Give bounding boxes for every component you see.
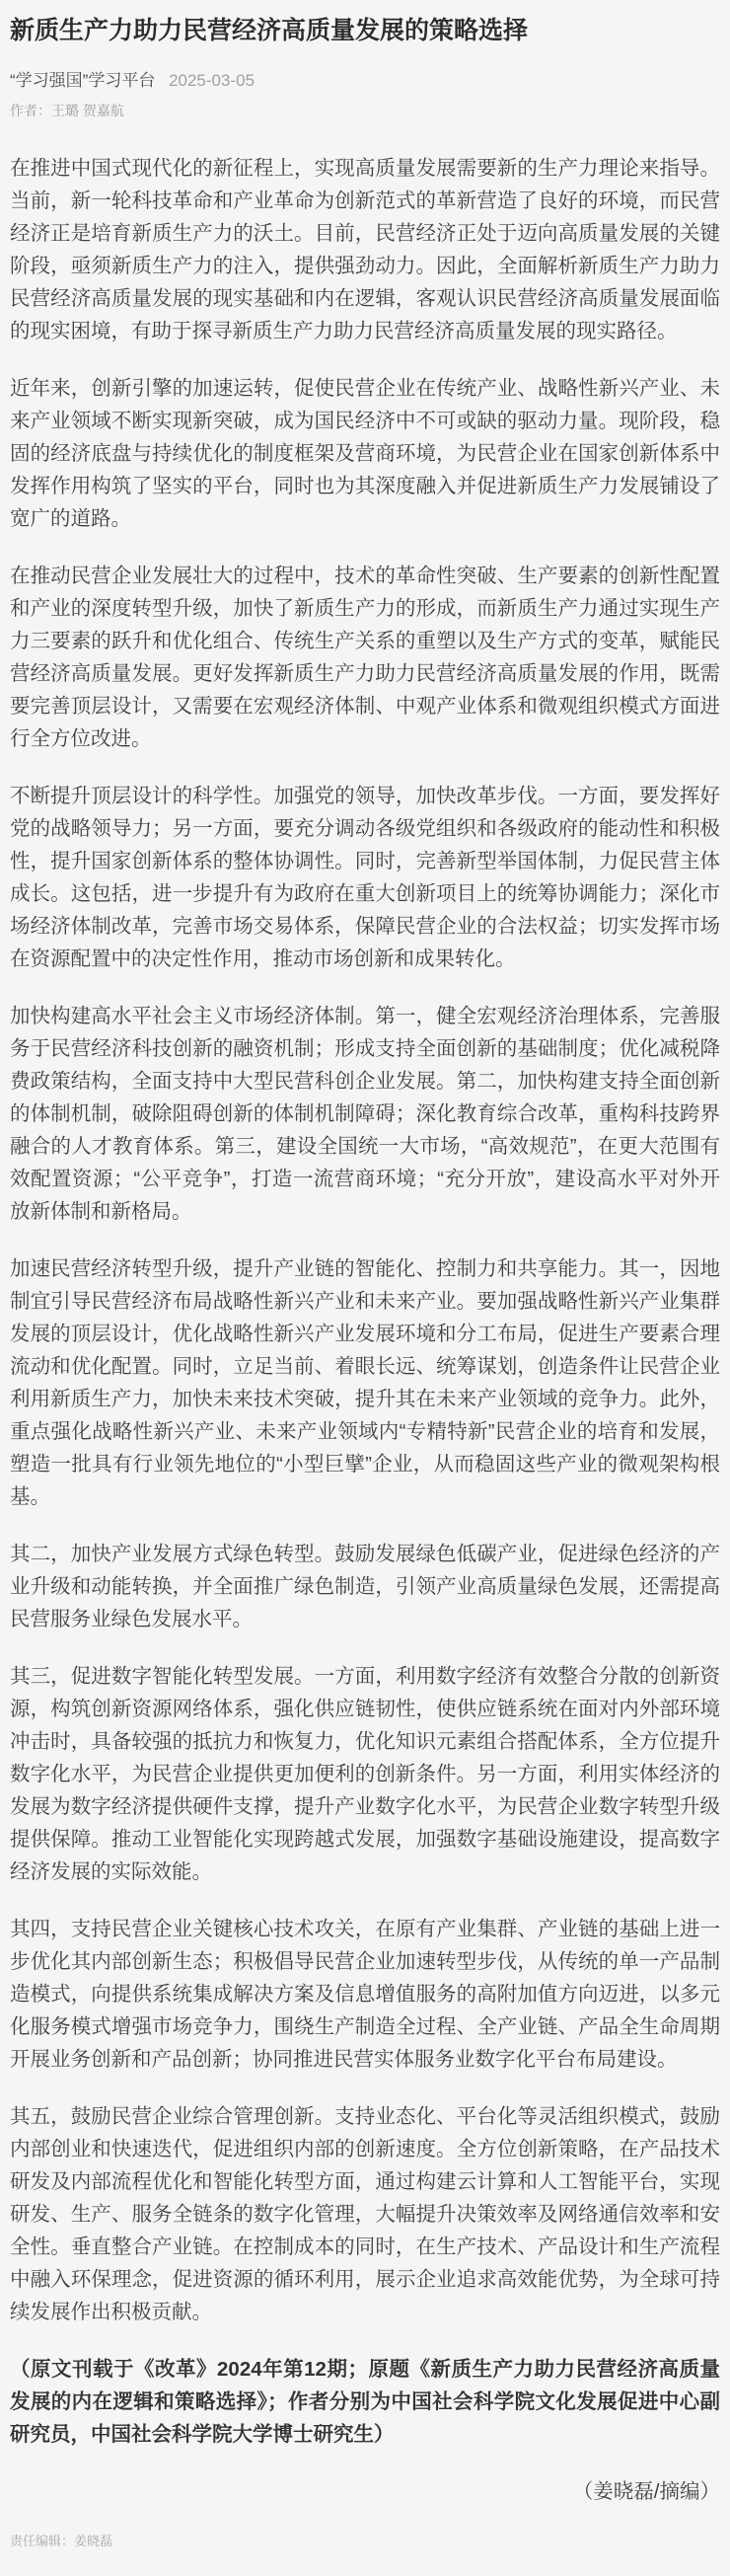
article-title: 新质生产力助力民营经济高质量发展的策略选择 — [10, 17, 529, 44]
digest-credit: （姜晓磊/摘编） — [572, 2480, 720, 2503]
paragraph: 加快构建高水平社会主义市场经济体制。第一，健全宏观经济治理体系，完善服务于民营经济科技创新的融资机制；形成支持全面创新的基础制度；优化减税降费政策结构，全面支持中大型民营科创企业发展。第二，加快构建支持全面创新的体制机制，破除阻碍创新的体制机制障碍；深化教育综合改革，重构科技跨界融合的人才教育体系。第三，建设全国统一大市场，“高效规范”，在更大范围有效配置资源；“公平竞争”，打造一流营商环境；“充分开放”，建设高水平对外开放新体制和新格局。 — [10, 1005, 720, 1223]
article-footer — [10, 2533, 720, 2550]
article-date: 2025-03-05 — [169, 71, 256, 90]
paragraph: 其四，支持民营企业关键核心技术攻关，在原有产业集群、产业链的基础上进一步优化其内部创新生态；积极倡导民营企业加速转型步伐，从传统的单一产品制造模式，向提供系统集成解决方案及信息增值服务的高附加值方向迈进，以多元化服务模式增强市场竞争力，围绕生产制造全过程、全产业链、产品全生命周期开展业务创新和产品创新；协同推进民营实体服务业数字化平台布局建设。 — [10, 1918, 720, 2071]
article-meta — [10, 69, 720, 93]
responsible-editor: 责任编辑：姜晓磊 — [10, 2534, 113, 2548]
paragraph: 近年来，创新引擎的加速运转，促使民营企业在传统产业、战略性新兴产业、未来产业领域不断实现新突破，成为国民经济中不可或缺的驱动力量。现阶段，稳固的经济底盘与持续优化的制度框架及营商环境，为民营企业在国家创新体系中发挥作用构筑了坚实的平台，同时也为其深度融入并促进新质生产力发展铺设了宽广的道路。 — [10, 377, 720, 530]
paragraph: 加速民营经济转型升级，提升产业链的智能化、控制力和共享能力。其一，因地制宜引导民营经济布局战略性新兴产业和未来产业。要加强战略性新兴产业集群发展的顶层设计，优化战略性新兴产业发展环境和分工布局，促进生产要素合理流动和优化配置。同时，立足当前、着眼长远、统筹谋划，创造条件让民营企业利用新质生产力，加快未来技术突破，提升其在未来产业领域的竞争力。此外，重点强化战略性新兴产业、未来产业领域内“专精特新”民营企业的培育和发展，塑造一批具有行业领先地位的“小型巨擘”企业，从而稳固这些产业的微观架构根基。 — [10, 1257, 720, 1508]
paragraph: 在推进中国式现代化的新征程上，实现高质量发展需要新的生产力理论来指导。当前，新一轮科技革命和产业革命为创新范式的革新营造了良好的环境，而民营经济正是培育新质生产力的沃土。目前，民营经济正处于迈向高质量发展的关键阶段，亟须新质生产力的注入，提供强劲动力。因此，全面解析新质生产力助力民营经济高质量发展的现实基础和内在逻辑，客观认识民营经济高质量发展面临的现实困境，有助于探寻新质生产力助力民营经济高质量发展的现实路径。 — [10, 157, 720, 342]
paragraph: 不断提升顶层设计的科学性。加强党的领导，加快改革步伐。一方面，要发挥好党的战略领导力；另一方面，要充分调动各级党组织和各级政府的能动性和积极性，提升国家创新体系的整体协调性。同时，完善新型举国体制，力促民营主体成长。这包括，进一步提升有为政府在重大创新项目上的统筹协调能力；深化市场经济体制改革，完善市场交易体系，保障民营企业的合法权益；切实发挥市场在资源配置中的决定性作用，推动市场创新和成果转化。 — [10, 785, 720, 970]
paragraph: 其五，鼓励民营企业综合管理创新。支持业态化、平台化等灵活组织模式，鼓励内部创业和快速迭代，促进组织内部的创新速度。全方位创新策略，在产品技术研发及内部流程优化和智能化转型方面，通过构建云计算和人工智能平台，实现研发、生产、服务全链条的数字化管理，大幅提升决策效率及网络通信效率和安全性。垂直整合产业链。在控制成本的同时，在生产技术、产品设计和生产流程中融入环保理念，促进资源的循环利用，展示企业追求高效能优势，为全球可持续发展作出积极贡献。 — [10, 2105, 720, 2323]
author-names: 王璐 贺嘉航 — [51, 103, 124, 118]
article-body — [10, 152, 720, 2508]
paragraph: 其二，加快产业发展方式绿色转型。鼓励发展绿色低碳产业，促进绿色经济的产业升级和动能转换，并全面推广绿色制造，引领产业高质量绿色发展，还需提高民营服务业绿色发展水平。 — [10, 1543, 720, 1630]
article-source: “学习强国”学习平台 — [10, 71, 156, 90]
author-label: 作者： — [10, 103, 51, 118]
paragraph: 其三，促进数字智能化转型发展。一方面，利用数字经济有效整合分散的创新资源，构筑创新资源网络体系，强化供应链韧性，使供应链系统在面对内外部环境冲击时，具备较强的抵抗力和恢复力，优化知识元素组合搭配体系，全方位提升数字化水平，为民营企业提供更加便利的创新条件。另一方面，利用实体经济的发展为数字经济提供硬件支撑，提升产业数字化水平，为民营企业数字转型升级提供保障。推动工业智能化实现跨越式发展，加强数字基础设施建设，提高数字经济发展的实际效能。 — [10, 1665, 720, 1883]
paragraph: 在推动民营企业发展壮大的过程中，技术的革命性突破、生产要素的创新性配置和产业的深度转型升级，加快了新质生产力的形成，而新质生产力通过实现生产力三要素的跃升和优化组合、传统生产关系的重塑以及生产方式的变革，赋能民营经济高质量发展。更好发挥新质生产力助力民营经济高质量发展的作用，既需要完善顶层设计，又需要在宏观经济体制、中观产业体系和微观组织模式方面进行全方位改进。 — [10, 565, 720, 750]
article-author-line — [10, 101, 720, 120]
source-note: （原文刊载于《改革》2024年第12期；原题《新质生产力助力民营经济高质量发展的内在逻辑和策略选择》；作者分别为中国社会科学院文化发展促进中心副研究员，中国社会科学院大学博士研究生） — [10, 2358, 720, 2446]
